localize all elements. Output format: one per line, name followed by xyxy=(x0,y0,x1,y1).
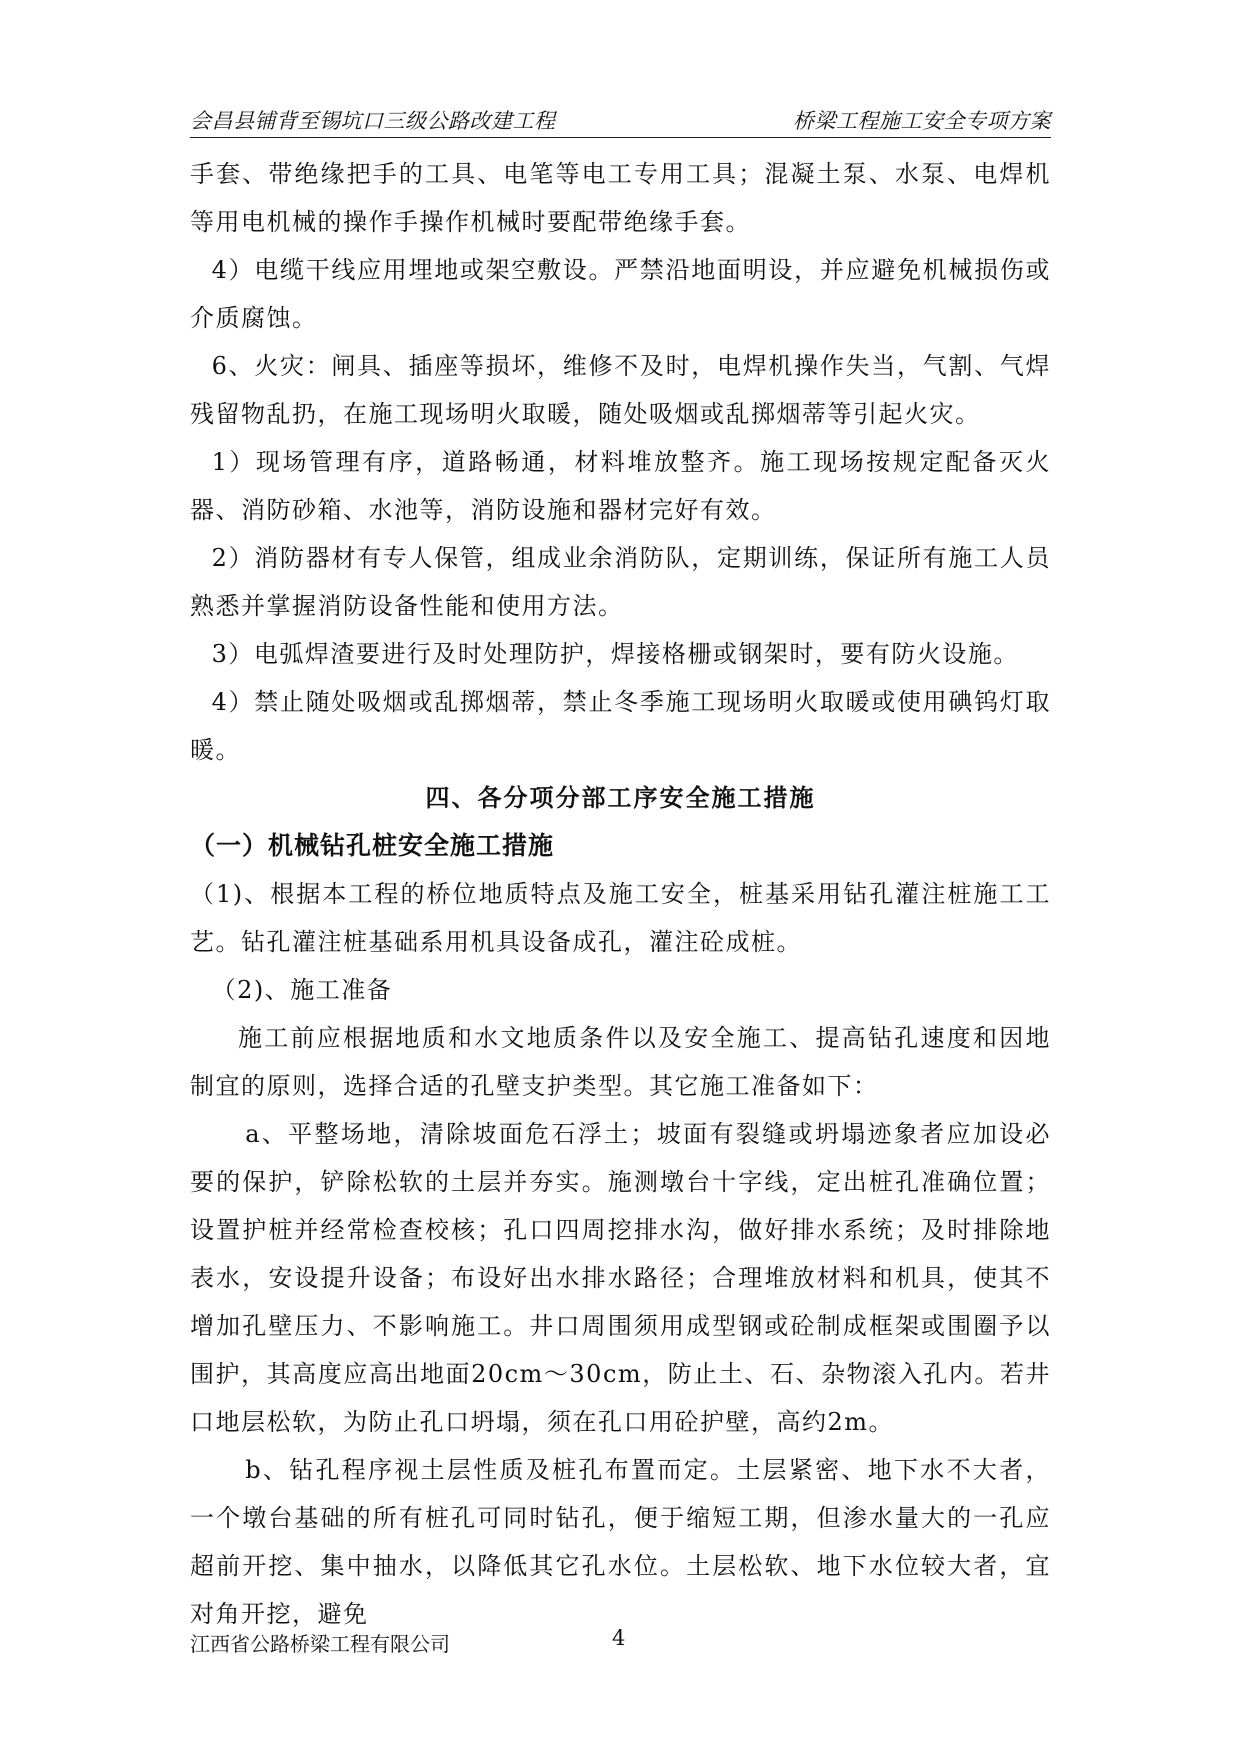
paragraph: 4）电缆干线应用埋地或架空敷设。严禁沿地面明设，并应避免机械损伤或介质腐蚀。 xyxy=(190,256,1051,332)
paragraph: 6、火灾：闸具、插座等损坏，维修不及时，电焊机操作失当，气割、气焊残留物乱扔，在施工现场明火取暖，随处吸烟或乱掷烟蒂等引起火灾。 xyxy=(190,352,1051,428)
section-heading: 四、各分项分部工序安全施工措施 xyxy=(425,784,816,812)
paragraph: b、钻孔程序视土层性质及桩孔布置而定。土层紧密、地下水不大者，一个墩台基础的所有桩孔可同时钻孔，便于缩短工期，但渗水量大的一孔应超前开挖、集中抽水，以降低其它孔水位。土层松软、地下水位较大者，宜对角开挖，避免 xyxy=(190,1456,1051,1628)
paragraph: 4）禁止随处吸烟或乱掷烟蒂，禁止冬季施工现场明火取暖或使用碘钨灯取暖。 xyxy=(190,688,1051,764)
paragraph: 1）现场管理有序，道路畅通，材料堆放整齐。施工现场按规定配备灭火器、消防砂箱、水池等，消防设施和器材完好有效。 xyxy=(190,448,1051,524)
paragraph: 施工前应根据地质和水文地质条件以及安全施工、提高钻孔速度和因地制宜的原则，选择合适的孔壁支护类型。其它施工准备如下： xyxy=(190,1024,1051,1100)
footer-company: 江西省公路桥梁工程有限公司 xyxy=(190,1632,450,1656)
paragraph: a、平整场地，清除坡面危石浮土；坡面有裂缝或坍塌迹象者应加设必要的保护，铲除松软的土层并夯实。施测墩台十字线，定出桩孔准确位置；设置护桩并经常检查校核；孔口四周挖排水沟，做好排水系统；及时排除地表水，安设提升设备；布设好出水排水路径；合理堆放材料和机具，使其不增加孔壁压力、不影响施工。井口周围须用成型钢或砼制成框架或围圈予以围护，其高度应高出地面20cm～30cm，防止土、石、杂物滚入孔内。若井口地层松软，为防止孔口坍塌，须在孔口用砼护壁，高约2m。 xyxy=(190,1120,1051,1436)
paragraph: 手套、带绝缘把手的工具、电笔等电工专用工具；混凝土泵、水泵、电焊机等用电机械的操作手操作机械时要配带绝缘手套。 xyxy=(190,160,1051,236)
paragraph: 3）电弧焊渣要进行及时处理防护，焊接格栅或钢架时，要有防火设施。 xyxy=(211,640,1019,668)
header-document-title: 桥梁工程施工安全专项方案 xyxy=(793,109,1051,133)
subsection-heading: （一）机械钻孔桩安全施工措施 xyxy=(190,831,555,860)
paragraph: 2）消防器材有专人保管，组成业余消防队，定期训练，保证所有施工人员熟悉并掌握消防设备性能和使用方法。 xyxy=(190,544,1051,620)
header-divider xyxy=(190,137,1051,138)
paragraph: （2)、施工准备 xyxy=(211,976,393,1004)
header-project-title: 会昌县铺背至锡坑口三级公路改建工程 xyxy=(190,109,556,133)
page-number: 4 xyxy=(612,1626,626,1650)
document-body xyxy=(190,150,1051,1638)
paragraph: （1)、根据本工程的桥位地质特点及施工安全，桩基采用钻孔灌注桩施工工艺。钻孔灌注桩基础系用机具设备成孔，灌注砼成桩。 xyxy=(190,880,1051,956)
